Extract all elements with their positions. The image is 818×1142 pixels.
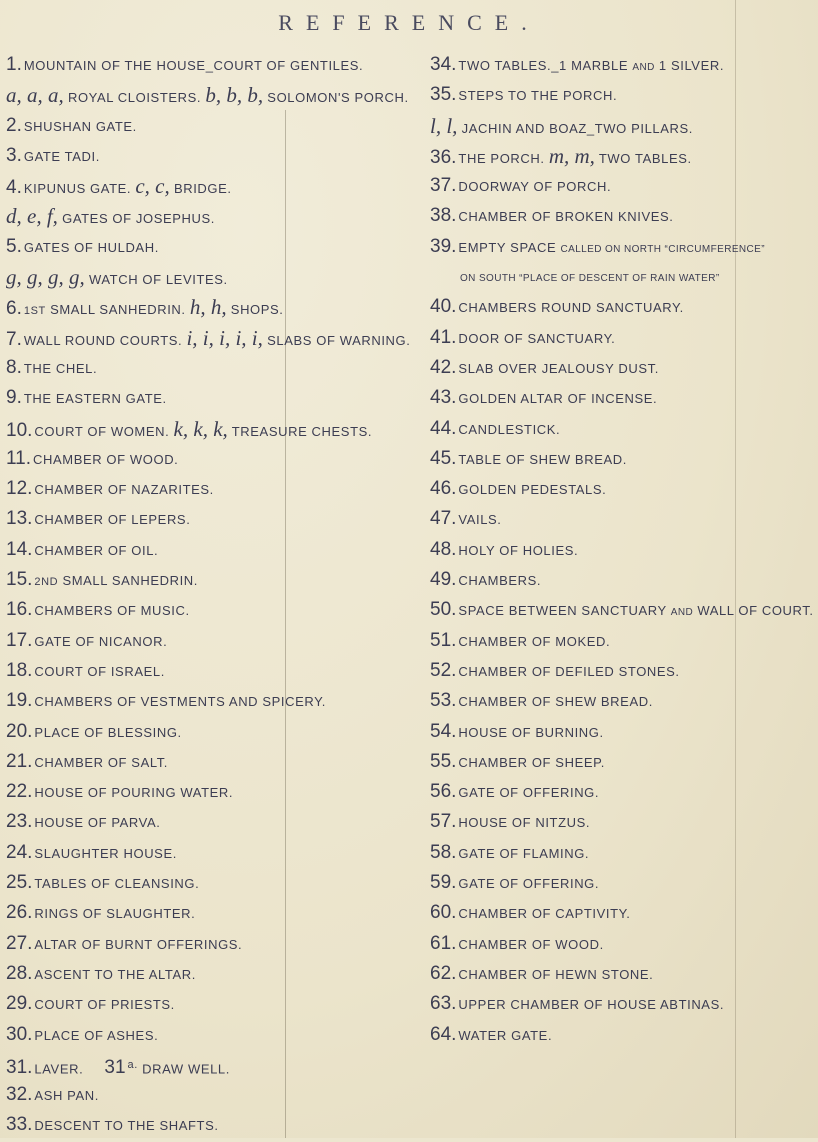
- entry-text: THE CHEL.: [23, 360, 98, 376]
- entry-text-secondary: WALL OF COURT.: [697, 603, 814, 619]
- entry-text-secondary: TREASURE CHESTS.: [231, 423, 373, 439]
- entry-number: 27.: [6, 932, 33, 954]
- entry-text: ASCENT TO THE ALTAR.: [34, 966, 196, 982]
- entry-number: 50.: [430, 599, 457, 621]
- entry-text: DESCENT TO THE SHAFTS.: [34, 1118, 219, 1134]
- entry-number: 62.: [430, 962, 457, 984]
- legend-entry: [430, 414, 815, 444]
- entry-number: 44.: [430, 417, 457, 439]
- entry-text: CHAMBER OF HEWN STONE.: [458, 966, 654, 982]
- legend-entry: [430, 141, 815, 171]
- entry-text: WATER GATE.: [458, 1027, 553, 1043]
- legend-entry: [6, 898, 436, 928]
- left-column: [6, 50, 436, 1141]
- entry-letters-secondary: b, b, b,: [205, 83, 264, 108]
- legend-entry: [430, 777, 815, 807]
- entry-number: 11.: [6, 447, 32, 469]
- legend-entry: [430, 929, 815, 959]
- legend-entry: [430, 383, 815, 413]
- legend-entry: [6, 232, 436, 262]
- legend-entry: [430, 838, 815, 868]
- entry-text: SMALL SANHEDRIN.: [50, 302, 186, 318]
- legend-entry: [430, 474, 815, 504]
- entry-letters-secondary: k, k, k,: [173, 416, 228, 441]
- entry-text-secondary: SOLOMON'S PORCH.: [267, 90, 409, 106]
- legend-entry: [6, 686, 436, 716]
- entry-text: PLACE OF ASHES.: [34, 1027, 159, 1043]
- legend-entry: [6, 959, 436, 989]
- entry-number: 38.: [430, 205, 457, 227]
- legend-entry: [6, 414, 436, 444]
- entry-text: CHAMBER OF BROKEN KNIVES.: [458, 209, 674, 225]
- entry-ordinal: 2ND: [34, 576, 59, 589]
- entry-text: UPPER CHAMBER OF HOUSE ABTINAS.: [458, 997, 725, 1013]
- legend-entry: [430, 111, 815, 141]
- entry-text: WATCH OF LEVITES.: [88, 272, 228, 288]
- entry-text: SPACE BETWEEN SANCTUARY: [458, 603, 667, 619]
- entry-text: CHAMBER OF SHEEP.: [458, 754, 605, 770]
- entry-text: CHAMBER OF CAPTIVITY.: [458, 906, 631, 922]
- legend-entry: [6, 807, 436, 837]
- entry-number: 59.: [430, 872, 457, 894]
- legend-entry: [6, 747, 436, 777]
- entry-number: 54.: [430, 720, 457, 742]
- entry-small-text: AND: [670, 607, 694, 619]
- entry-text: HOLY OF HOLIES.: [458, 542, 579, 558]
- entry-number: 51.: [430, 629, 457, 651]
- entry-text: GOLDEN PEDESTALS.: [458, 482, 607, 498]
- entry-number: 49.: [430, 569, 457, 591]
- entry-text: THE EASTERN GATE.: [23, 391, 167, 407]
- entry-text: SMALL SANHEDRIN.: [62, 573, 198, 589]
- legend-entry: [430, 201, 815, 231]
- entry-number: 3.: [6, 144, 22, 166]
- entry-text: CHAMBER OF MOKED.: [458, 633, 611, 649]
- entry-number: 39.: [430, 235, 457, 257]
- entry-text: CHAMBERS.: [458, 573, 542, 589]
- entry-text: TABLES OF CLEANSING.: [34, 876, 200, 892]
- entry-number: 53.: [430, 690, 457, 712]
- entry-text: ALTAR OF BURNT OFFERINGS.: [34, 936, 243, 952]
- entry-text-secondary: DRAW WELL.: [142, 1061, 230, 1077]
- entry-number: 30.: [6, 1023, 33, 1045]
- entry-number: 29.: [6, 993, 33, 1015]
- legend-entry: [6, 1050, 436, 1080]
- legend-entry: [430, 898, 815, 928]
- entry-number: 28.: [6, 962, 33, 984]
- entry-number: 55.: [430, 750, 457, 772]
- entry-text-secondary: 1 SILVER.: [658, 58, 725, 73]
- legend-entry: [6, 201, 436, 231]
- legend-entry: [430, 262, 815, 292]
- legend-entry: [430, 717, 815, 747]
- entry-text: RINGS OF SLAUGHTER.: [34, 906, 196, 922]
- entry-number: 2.: [6, 114, 22, 136]
- legend-entry: [430, 171, 815, 201]
- entry-text: GOLDEN ALTAR OF INCENSE.: [458, 391, 658, 407]
- entry-text: CHAMBER OF SALT.: [34, 754, 169, 770]
- entry-text: ROYAL CLOISTERS.: [67, 90, 202, 106]
- entry-text: VAILS.: [458, 512, 502, 528]
- entry-number: 41.: [430, 326, 457, 348]
- entry-letters: l, l,: [430, 113, 458, 138]
- legend-entry: [430, 626, 815, 656]
- entry-text: CHAMBER OF WOOD.: [458, 936, 604, 952]
- entry-superscript: a.: [127, 1058, 138, 1071]
- entry-text: DOOR OF SANCTUARY.: [458, 330, 616, 346]
- legend-entry: [6, 50, 436, 80]
- entry-number: 56.: [430, 781, 457, 803]
- entry-letters: g, g, g, g,: [6, 265, 85, 290]
- entry-number: 34.: [430, 54, 457, 75]
- entry-text: HOUSE OF NITZUS.: [458, 815, 591, 831]
- entry-text: TWO TABLES._1 MARBLE: [458, 58, 629, 73]
- entry-letters: d, e, f,: [6, 204, 58, 229]
- legend-entry: [430, 565, 815, 595]
- entry-number: 7.: [6, 328, 22, 350]
- legend-entry: [6, 171, 436, 201]
- entry-text: PLACE OF BLESSING.: [34, 724, 182, 740]
- legend-entry: [430, 444, 815, 474]
- legend-entry: [430, 504, 815, 534]
- entry-number: 17.: [6, 629, 33, 651]
- legend-entry: [430, 292, 815, 322]
- entry-text: MOUNTAIN OF THE HOUSE_COURT OF GENTILES.: [23, 58, 364, 73]
- entry-number: 6.: [6, 298, 22, 320]
- entry-text: CHAMBERS ROUND SANCTUARY.: [458, 300, 684, 316]
- legend-entry: [430, 959, 815, 989]
- entry-number: 8.: [6, 356, 22, 378]
- entry-text: LAVER.: [34, 1061, 84, 1077]
- entry-text: CHAMBERS OF VESTMENTS AND SPICERY.: [34, 694, 326, 710]
- entry-number: 19.: [6, 690, 33, 712]
- entry-text: TABLE OF SHEW BREAD.: [458, 451, 627, 467]
- legend-entry: [430, 686, 815, 716]
- entry-number: 4.: [6, 177, 22, 199]
- entry-text: GATE OF OFFERING.: [458, 876, 600, 892]
- entry-small-text: ON SOUTH “PLACE OF DESCENT OF RAIN WATER”: [460, 273, 720, 285]
- entry-text-secondary: SLABS OF WARNING.: [267, 332, 411, 348]
- legend-entry: [430, 50, 815, 80]
- legend-entry: [430, 868, 815, 898]
- entry-number: 13.: [6, 508, 33, 530]
- entry-text: COURT OF WOMEN.: [34, 423, 170, 439]
- entry-letters-secondary: i, i, i, i, i,: [186, 325, 263, 350]
- entry-letters-secondary: h, h,: [189, 295, 227, 320]
- legend-entry: [6, 989, 436, 1019]
- entry-text: CANDLESTICK.: [458, 421, 561, 437]
- legend-entry: [6, 535, 436, 565]
- entry-text: SLAUGHTER HOUSE.: [34, 845, 177, 861]
- entry-number: 14.: [6, 538, 33, 560]
- entry-text: THE PORCH.: [458, 150, 545, 166]
- legend-entry: [6, 1080, 436, 1110]
- legend-entry: [6, 111, 436, 141]
- entry-number: 42.: [430, 356, 457, 378]
- entry-number-secondary: 31: [104, 1057, 126, 1079]
- legend-entry: [6, 777, 436, 807]
- entry-text: COURT OF ISRAEL.: [34, 663, 165, 679]
- entry-text: EMPTY SPACE: [458, 239, 557, 255]
- legend-entry: [430, 595, 815, 625]
- entry-text: GATES OF HULDAH.: [23, 239, 159, 255]
- legend-entry: [430, 232, 815, 262]
- legend-entry: [6, 353, 436, 383]
- entry-text: SLAB OVER JEALOUSY DUST.: [458, 360, 659, 376]
- entry-text: STEPS TO THE PORCH.: [458, 88, 618, 104]
- entry-text: CHAMBER OF NAZARITES.: [34, 482, 214, 498]
- entry-text: KIPUNUS GATE.: [23, 181, 132, 197]
- entry-small-text: AND: [632, 62, 655, 73]
- entry-number: 48.: [430, 538, 457, 560]
- entry-small-text: CALLED ON NORTH “CIRCUMFERENCE”: [560, 243, 765, 255]
- entry-number: 12.: [6, 478, 33, 500]
- legend-entry: [6, 595, 436, 625]
- legend-entry: [430, 80, 815, 110]
- legend-entry: [6, 1110, 436, 1140]
- entry-number: 40.: [430, 296, 457, 318]
- entry-number: 1.: [6, 54, 22, 75]
- entry-number: 16.: [6, 599, 33, 621]
- legend-entry: [430, 807, 815, 837]
- entry-letters: a, a, a,: [6, 83, 64, 108]
- entry-text-secondary: TWO TABLES.: [598, 150, 692, 166]
- entry-number: 33.: [6, 1114, 33, 1136]
- legend-entry: [6, 262, 436, 292]
- legend-entry: [6, 141, 436, 171]
- entry-number: 24.: [6, 841, 33, 863]
- legend-entry: [6, 868, 436, 898]
- legend-entry: [6, 565, 436, 595]
- entry-text: CHAMBERS OF MUSIC.: [34, 603, 190, 619]
- legend-entry: [6, 323, 436, 353]
- legend-entry: [6, 626, 436, 656]
- entry-text: COURT OF PRIESTS.: [34, 997, 175, 1013]
- entry-number: 47.: [430, 508, 457, 530]
- entry-number: 57.: [430, 811, 457, 833]
- entry-letters-secondary: c, c,: [135, 174, 170, 199]
- entry-text: GATE OF NICANOR.: [34, 633, 168, 649]
- entry-number: 36.: [430, 146, 457, 168]
- entry-text: GATE OF OFFERING.: [458, 785, 600, 801]
- entry-number: 64.: [430, 1023, 457, 1045]
- entry-letters-secondary: m, m,: [548, 143, 595, 168]
- entry-number: 46.: [430, 478, 457, 500]
- entry-number: 43.: [430, 387, 457, 409]
- entry-number: 9.: [6, 387, 22, 409]
- entry-text: WALL ROUND COURTS.: [23, 332, 183, 348]
- entry-ordinal: 1ST: [23, 305, 46, 318]
- legend-entry: [6, 292, 436, 322]
- entry-text-secondary: BRIDGE.: [173, 181, 232, 197]
- entry-text: JACHIN AND BOAZ_TWO PILLARS.: [461, 120, 693, 136]
- legend-entry: [430, 323, 815, 353]
- legend-entry: [6, 1020, 436, 1050]
- entry-number: 5.: [6, 235, 22, 257]
- legend-entry: [6, 80, 436, 110]
- entry-number: 10.: [6, 419, 33, 441]
- legend-entry: [6, 656, 436, 686]
- entry-number: 60.: [430, 902, 457, 924]
- entry-number: 52.: [430, 659, 457, 681]
- entry-text: CHAMBER OF OIL.: [34, 542, 159, 558]
- entry-number: 25.: [6, 872, 33, 894]
- legend-entry: [430, 989, 815, 1019]
- legend-entry: [6, 929, 436, 959]
- entry-text: DOORWAY OF PORCH.: [458, 179, 612, 195]
- entry-number: 15.: [6, 569, 33, 591]
- entry-number: 18.: [6, 659, 33, 681]
- entry-number: 20.: [6, 720, 33, 742]
- entry-number: 23.: [6, 811, 33, 833]
- entry-text: GATES OF JOSEPHUS.: [62, 211, 215, 227]
- entry-text: CHAMBER OF DEFILED STONES.: [458, 663, 680, 679]
- entry-text: CHAMBER OF SHEW BREAD.: [458, 694, 653, 710]
- entry-number: 21.: [6, 750, 33, 772]
- entry-text: HOUSE OF PARVA.: [34, 815, 161, 831]
- entry-text: GATE OF FLAMING.: [458, 845, 590, 861]
- legend-entry: [430, 747, 815, 777]
- entry-text: CHAMBER OF LEPERS.: [34, 512, 191, 528]
- legend-entry: [430, 656, 815, 686]
- entry-text: HOUSE OF BURNING.: [458, 724, 604, 740]
- legend-entry: [6, 838, 436, 868]
- entry-text: SHUSHAN GATE.: [23, 118, 137, 134]
- entry-text: GATE TADI.: [23, 148, 100, 164]
- legend-entry: [6, 717, 436, 747]
- entry-number: 32.: [6, 1084, 33, 1106]
- entry-number: 31.: [6, 1057, 33, 1079]
- legend-entry: [430, 535, 815, 565]
- entry-text-secondary: SHOPS.: [230, 302, 284, 318]
- legend-entry: [6, 444, 436, 474]
- entry-number: 61.: [430, 932, 457, 954]
- page-title: REFERENCE.: [278, 10, 540, 35]
- legend-entry: [6, 504, 436, 534]
- entry-number: 45.: [430, 447, 457, 469]
- entry-number: 26.: [6, 902, 33, 924]
- entry-number: 22.: [6, 781, 33, 803]
- legend-entry: [6, 474, 436, 504]
- legend-entry: [6, 383, 436, 413]
- entry-text: HOUSE OF POURING WATER.: [34, 785, 234, 801]
- right-column: [430, 50, 815, 1050]
- entry-number: 37.: [430, 175, 457, 197]
- entry-number: 58.: [430, 841, 457, 863]
- legend-entry: [430, 1020, 815, 1050]
- entry-text: CHAMBER OF WOOD.: [33, 451, 179, 467]
- entry-number: 63.: [430, 993, 457, 1015]
- entry-text: ASH PAN.: [34, 1088, 99, 1104]
- entry-number: 35.: [430, 84, 457, 106]
- legend-entry: [430, 353, 815, 383]
